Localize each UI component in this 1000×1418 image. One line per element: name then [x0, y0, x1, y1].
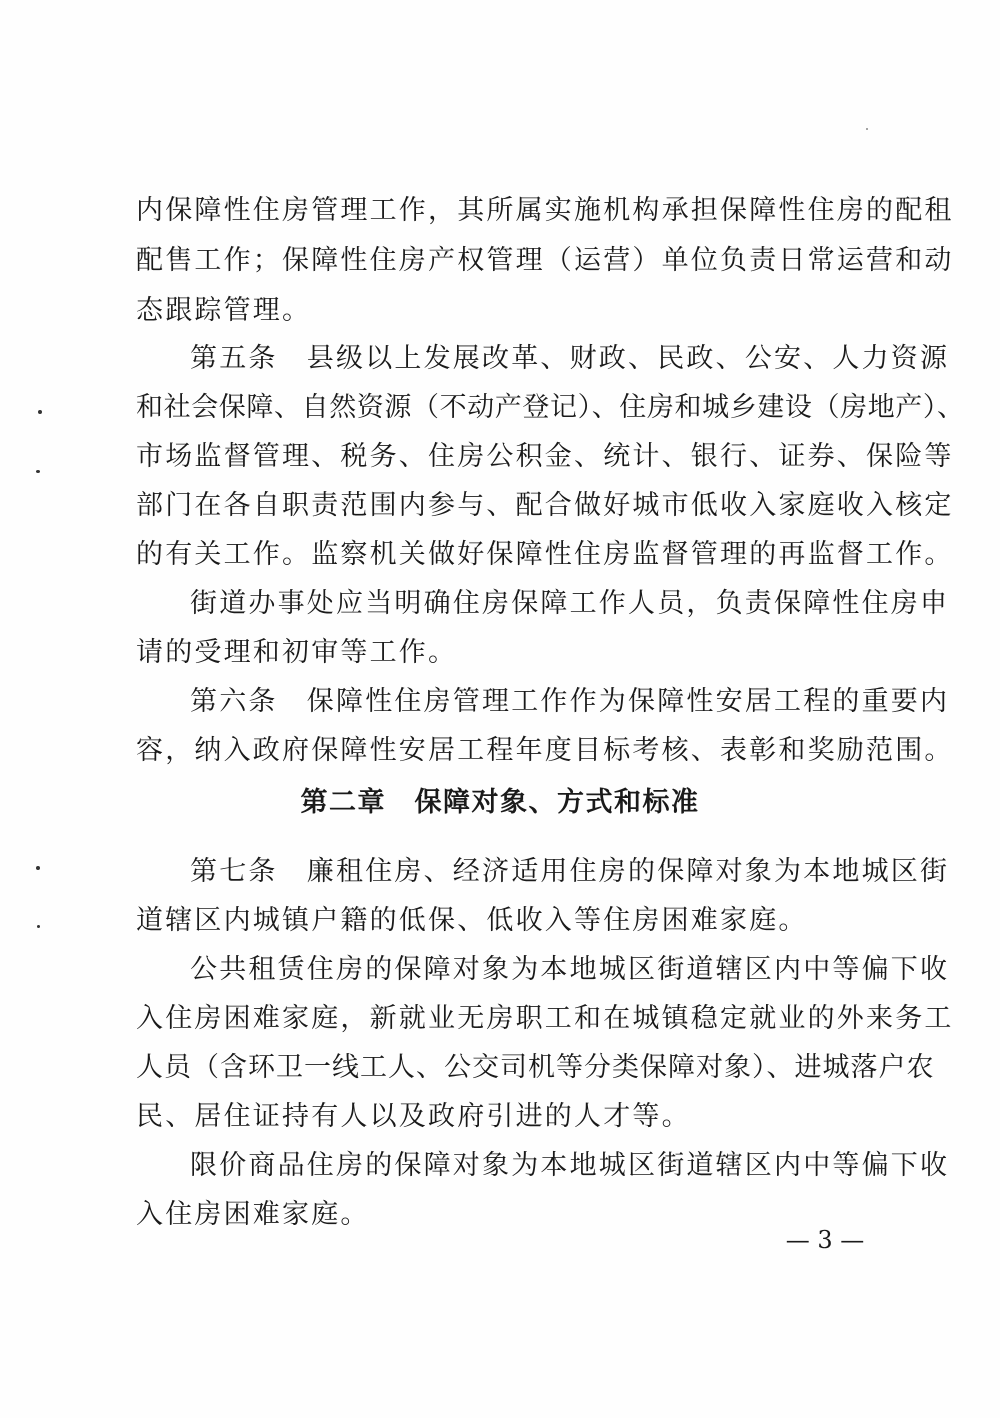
article-7-line: 第七条 廉租住房、经济适用住房的保障对象为本地城区街 — [190, 856, 950, 887]
text-line: 街道办事处应当明确住房保障工作人员，负责保障性住房申 — [190, 588, 950, 619]
text-line: 和社会保障、自然资源（不动产登记）、住房和城乡建设（房地产）、 — [136, 392, 965, 423]
scan-speck — [866, 128, 868, 130]
page-number: — 3 — — [785, 1226, 865, 1254]
scan-speck — [38, 410, 42, 414]
text-line: 的有关工作。监察机关做好保障性住房监督管理的再监督工作。 — [136, 539, 954, 570]
text-line: 内保障性住房管理工作，其所属实施机构承担保障性住房的配租 — [136, 195, 954, 226]
text-line: 入住房困难家庭，新就业无房职工和在城镇稳定就业的外来务工 — [136, 1003, 954, 1034]
text-line: 配售工作；保障性住房产权管理（运营）单位负责日常运营和动 — [136, 245, 954, 276]
text-line: 部门在各自职责范围内参与、配合做好城市低收入家庭收入核定 — [136, 490, 954, 521]
scan-speck — [36, 470, 40, 473]
article-6-line: 第六条 保障性住房管理工作作为保障性安居工程的重要内 — [190, 686, 950, 717]
text-line: 人员（含环卫一线工人、公交司机等分类保障对象）、进城落户农 — [136, 1052, 935, 1083]
chapter-heading: 第二章 保障对象、方式和标准 — [300, 787, 700, 818]
text-line: 市场监督管理、税务、住房公积金、统计、银行、证券、保险等 — [136, 441, 954, 472]
text-line: 民、居住证持有人以及政府引进的人才等。 — [136, 1101, 691, 1132]
text-line: 请的受理和初审等工作。 — [136, 637, 458, 668]
scan-speck — [37, 925, 40, 928]
article-5-line: 第五条 县级以上发展改革、财政、民政、公安、人力资源 — [190, 343, 950, 374]
text-line: 入住房困难家庭。 — [136, 1199, 370, 1230]
text-line: 态跟踪管理。 — [136, 295, 312, 326]
text-line: 限价商品住房的保障对象为本地城区街道辖区内中等偏下收 — [190, 1150, 950, 1181]
text-line: 容，纳入政府保障性安居工程年度目标考核、表彰和奖励范围。 — [136, 735, 954, 766]
text-line: 道辖区内城镇户籍的低保、低收入等住房困难家庭。 — [136, 905, 808, 936]
text-line: 公共租赁住房的保障对象为本地城区街道辖区内中等偏下收 — [190, 954, 950, 985]
scan-speck — [36, 866, 40, 870]
